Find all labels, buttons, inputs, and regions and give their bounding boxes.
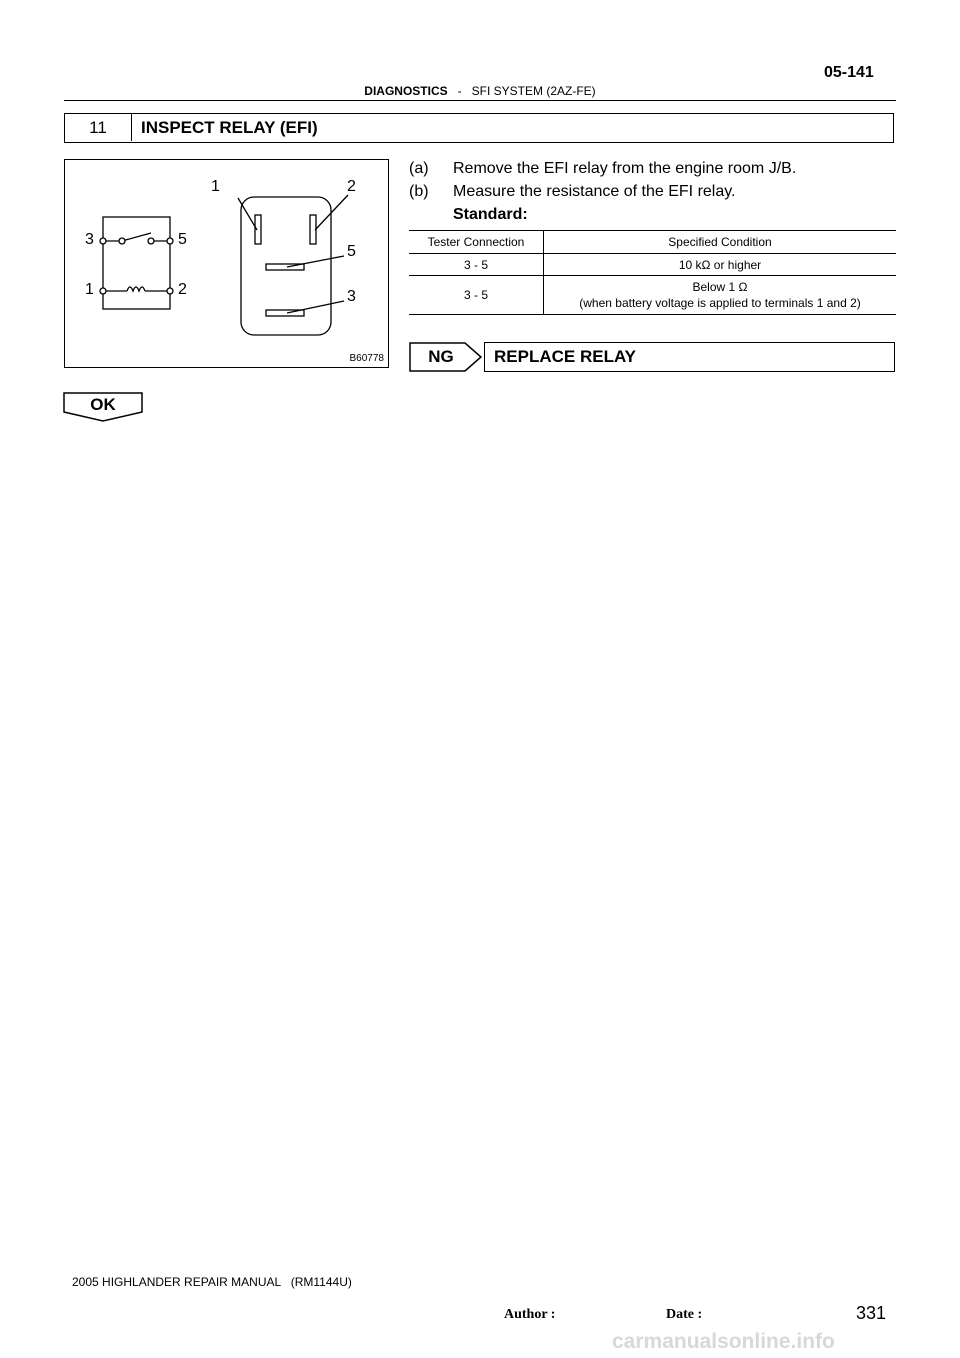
schematic-label-5: 5 bbox=[178, 231, 187, 248]
relay-label-2: 2 bbox=[347, 178, 356, 195]
instruction-label-a: (a) bbox=[409, 160, 429, 177]
footer-author-label: Author : bbox=[504, 1307, 556, 1322]
table-cell-connection: 3 - 5 bbox=[409, 276, 544, 315]
step-box bbox=[64, 113, 894, 143]
footer-date-label: Date : bbox=[666, 1307, 703, 1322]
figure-id: B60778 bbox=[349, 353, 384, 364]
schematic-frame bbox=[103, 217, 170, 309]
table-header-connection: Tester Connection bbox=[409, 231, 544, 254]
table-cell-condition-value: Below 1 Ω bbox=[692, 280, 748, 294]
table-cell-condition-note: (when battery voltage is applied to terminals 1 and 2) bbox=[579, 296, 861, 310]
step-title: INSPECT RELAY (EFI) bbox=[141, 118, 318, 137]
header-separator: - bbox=[457, 84, 462, 98]
ng-label: NG bbox=[428, 347, 454, 366]
schematic-label-2: 2 bbox=[178, 281, 187, 298]
terminal-5-dot bbox=[167, 238, 173, 244]
header-subsection: SFI SYSTEM (2AZ-FE) bbox=[471, 84, 596, 98]
table-cell-condition: 10 kΩ or higher bbox=[544, 254, 897, 276]
instruction-text-b: Measure the resistance of the EFI relay. bbox=[453, 183, 736, 200]
instruction-text-a: Remove the EFI relay from the engine room J/B. bbox=[453, 160, 797, 177]
table-header-row bbox=[409, 231, 896, 254]
header-rule bbox=[64, 100, 896, 101]
table-row bbox=[409, 276, 896, 315]
table-header-condition: Specified Condition bbox=[544, 231, 897, 254]
table-row bbox=[409, 254, 896, 276]
standard-label: Standard: bbox=[453, 206, 528, 223]
instruction-label-b: (b) bbox=[409, 183, 429, 200]
spec-table bbox=[409, 230, 896, 315]
footer-manual-title: 2005 HIGHLANDER REPAIR MANUAL (RM1144U) bbox=[72, 1275, 352, 1289]
ok-label: OK bbox=[90, 395, 116, 414]
header-title bbox=[0, 84, 960, 98]
header-section: DIAGNOSTICS bbox=[364, 84, 448, 98]
relay-label-5: 5 bbox=[347, 243, 356, 260]
terminal-1-dot bbox=[100, 288, 106, 294]
table-cell-connection: 3 - 5 bbox=[409, 254, 544, 276]
watermark: carmanualsonline.info bbox=[612, 1330, 835, 1353]
step-number: 11 bbox=[65, 114, 132, 141]
relay-illustration bbox=[65, 160, 390, 369]
relay-label-3: 3 bbox=[347, 288, 356, 305]
terminal-3-dot bbox=[100, 238, 106, 244]
ng-action: REPLACE RELAY bbox=[494, 347, 637, 366]
ok-result bbox=[63, 392, 143, 422]
terminal-2-dot bbox=[167, 288, 173, 294]
footer-page-number: 331 bbox=[856, 1303, 887, 1323]
relay-figure bbox=[64, 159, 389, 368]
relay-label-1: 1 bbox=[211, 178, 220, 195]
ng-action-box bbox=[484, 342, 895, 372]
table-cell-condition bbox=[544, 276, 897, 315]
schematic-label-3: 3 bbox=[85, 231, 94, 248]
ng-result bbox=[409, 342, 896, 372]
schematic-label-1: 1 bbox=[85, 281, 94, 298]
page-number: 05-141 bbox=[824, 64, 874, 81]
